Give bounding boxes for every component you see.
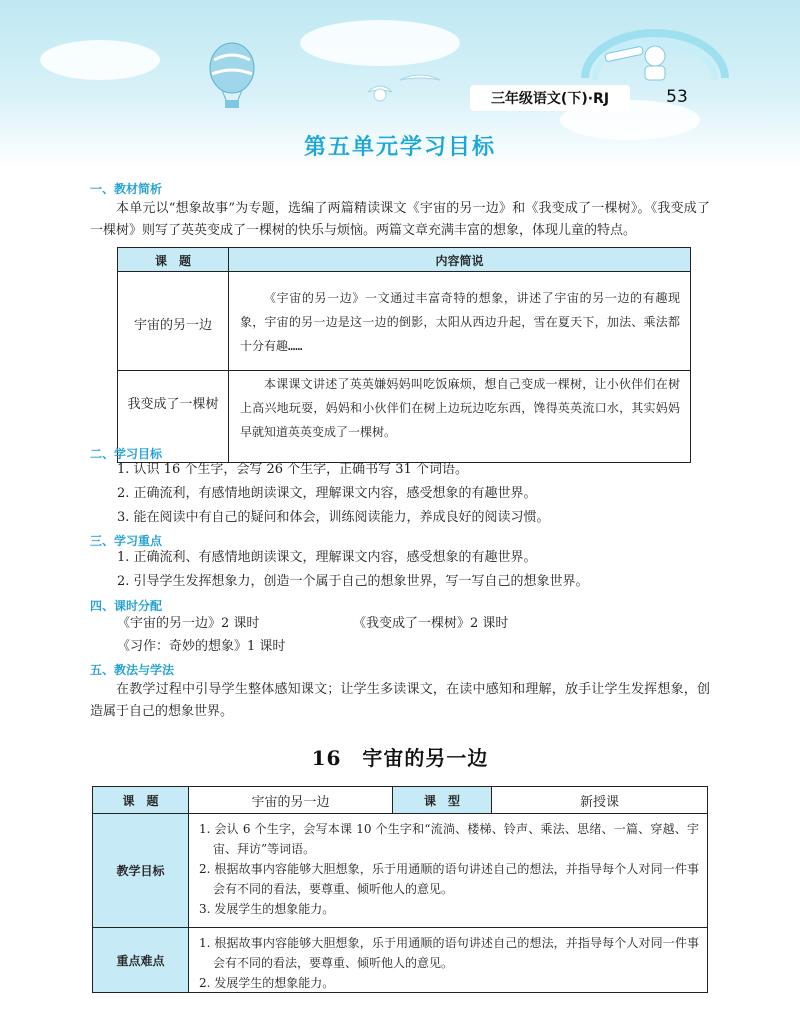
keypoint-item: 2. 发展学生的想象能力。: [199, 976, 335, 990]
list-item: 1. 认识 16 个生字，会写 26 个生字，正确书写 31 个词语。: [117, 462, 468, 477]
lesson-plan-table: [92, 786, 708, 993]
unit-title: 第五单元学习目标: [303, 135, 496, 160]
section-heading: 二、学习目标: [90, 447, 163, 461]
table-row-title: 宇宙的另一边: [133, 318, 212, 333]
keypoints-list: [189, 928, 707, 992]
section-heading: 四、课时分配: [90, 599, 163, 613]
table-divider: [118, 370, 690, 371]
list-item: 2. 引导学生发挥想象力，创造一个属于自己的想象世界，写一写自己的想象世界。: [117, 574, 589, 589]
flying-figure-icon: [368, 86, 392, 101]
goals-list: [189, 814, 707, 928]
label-keypoints: 重点难点: [93, 928, 189, 992]
lesson-title: 16 宇宙的另一边: [311, 746, 489, 770]
table-header-title: 课 题: [154, 254, 191, 268]
section-paragraph: 本单元以“想象故事”为专题，选编了两篇精读课文《宇宙的另一边》和《我变成了一棵树》。《我变成了一棵树》则写了英英变成了一棵树的快乐与烦恼。两篇文章充满丰富的想象，体现儿童的特点。: [90, 201, 710, 238]
label-topic: 课 题: [93, 787, 189, 814]
goal-item: 3. 发展学生的想象能力。: [199, 902, 335, 916]
page-header: [0, 0, 800, 168]
table-row-desc: 本课课文讲述了英英嫌妈妈叫吃饭麻烦，想自己变成一棵树，让小伙伴们在树上高兴地玩耍，妈妈和小伙伴们在树上边玩边吃东西，馋得英英流口水，其实妈妈早就知道英英变成了一棵树。: [240, 377, 680, 439]
goal-item: 1. 会认 6 个生字，会写本课 10 个生字和“流淌、楼梯、铃声、乘法、思绪、一篇、穿越、宇宙、拜访”等词语。: [199, 822, 699, 856]
list-item: 3. 能在阅读中有自己的疑问和体会，训练阅读能力，养成良好的阅读习惯。: [117, 510, 550, 525]
grade-label: 三年级语文(下)·RJ: [470, 85, 630, 111]
table-header-desc: 内容简说: [435, 254, 484, 268]
bird-icon: [400, 75, 440, 80]
list-item: 2. 正确流利，有感情地朗读课文，理解课文内容，感受想象的有趣世界。: [117, 486, 537, 501]
list-item: 《我变成了一棵树》2 课时: [353, 616, 509, 631]
label-goals: 教学目标: [93, 814, 189, 928]
table-row-title: 我变成了一棵树: [127, 397, 219, 412]
content-summary-table: [117, 247, 691, 463]
hot-air-balloon-icon: [210, 43, 254, 108]
section-heading: 一、教材简析: [90, 182, 163, 196]
table-divider: [228, 248, 229, 462]
keypoint-item: 1. 根据故事内容能够大胆想象，乐于用通顺的语句讲述自己的想法，并指导每个人对同一件事会有不同的看法，要尊重、倾听他人的意见。: [199, 936, 699, 970]
topic-value: 宇宙的另一边: [189, 787, 393, 814]
type-value: 新授课: [492, 787, 707, 814]
list-item: 《宇宙的另一边》2 课时: [117, 616, 260, 631]
goal-item: 2. 根据故事内容能够大胆想象，乐于用通顺的语句讲述自己的想法，并指导每个人对同一件事会有不同的看法，要尊重、倾听他人的意见。: [199, 862, 699, 896]
section-heading: 五、教法与学法: [90, 663, 175, 677]
page-number: 53: [666, 87, 688, 107]
list-item: 1. 正确流利、有感情地朗读课文，理解课文内容，感受想象的有趣世界。: [117, 550, 537, 565]
section-paragraph: 在教学过程中引导学生整体感知课文；让学生多读课文，在读中感知和理解，放手让学生发挥想象，创造属于自己的想象世界。: [90, 682, 710, 719]
table-row-desc: 《宇宙的另一边》一文通过丰富奇特的想象，讲述了宇宙的另一边的有趣现象，宇宙的另一边是这一边的倒影，太阳从西边升起，雪在夏天下，加法、乘法都十分有趣……: [240, 291, 680, 353]
section-heading: 三、学习重点: [90, 534, 163, 548]
label-type: 课 型: [393, 787, 492, 814]
list-item: 《习作：奇妙的想象》1 课时: [117, 639, 286, 654]
